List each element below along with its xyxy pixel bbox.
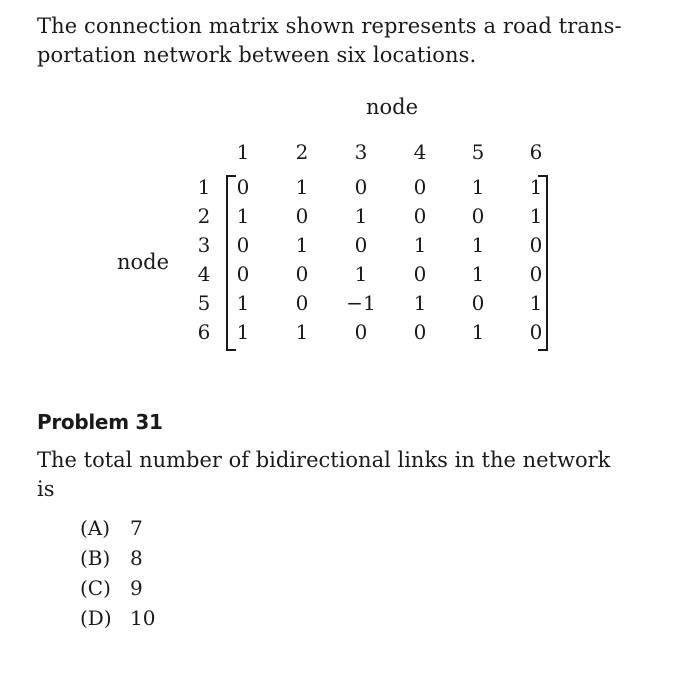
question-text (37, 446, 652, 504)
question-line-1: The total number of bidirectional links in the network (37, 448, 611, 472)
matrix-cell: 0 (529, 320, 543, 344)
matrix-cell: 1 (529, 175, 543, 199)
matrix-cell: 0 (295, 262, 309, 286)
matrix-cell: 1 (236, 320, 250, 344)
matrix-cell: 1 (236, 204, 250, 228)
connection-matrix (0, 95, 691, 375)
answer-options (80, 513, 155, 633)
option-value: 10 (130, 606, 156, 630)
intro-line-2: portation network between six locations. (37, 43, 477, 67)
matrix-cell: 1 (354, 262, 368, 286)
matrix-cell: 1 (471, 175, 485, 199)
option-a[interactable] (80, 513, 155, 543)
matrix-cell: 1 (295, 233, 309, 257)
matrix-cell: 0 (354, 320, 368, 344)
matrix-column-header: 3 (354, 140, 368, 164)
matrix-cell: 1 (471, 262, 485, 286)
matrix-cell: 1 (295, 320, 309, 344)
matrix-column-header: 5 (471, 140, 485, 164)
matrix-column-header: 6 (529, 140, 543, 164)
option-label: (D) (80, 606, 112, 630)
matrix-cell: 0 (413, 175, 427, 199)
matrix-cell: 0 (236, 233, 250, 257)
option-value: 8 (130, 546, 143, 570)
option-value: 7 (130, 516, 143, 540)
matrix-row-header: 1 (197, 175, 211, 199)
matrix-column-title: node (366, 95, 419, 119)
matrix-cell: 0 (413, 204, 427, 228)
matrix-cell: 1 (236, 291, 250, 315)
option-value: 9 (130, 576, 143, 600)
matrix-row-header: 6 (197, 320, 211, 344)
option-label: (B) (80, 546, 111, 570)
matrix-cell: 0 (529, 262, 543, 286)
matrix-cell: 1 (413, 233, 427, 257)
matrix-cell: 0 (471, 291, 485, 315)
matrix-row-title: node (117, 250, 170, 274)
option-c[interactable] (80, 573, 155, 603)
matrix-cell: 0 (471, 204, 485, 228)
matrix-row-header: 3 (197, 233, 211, 257)
question-line-2: is (37, 477, 55, 501)
matrix-cell: 1 (413, 291, 427, 315)
option-label: (A) (80, 516, 111, 540)
matrix-cell: 0 (413, 262, 427, 286)
matrix-column-header: 1 (236, 140, 250, 164)
matrix-cell: 0 (354, 233, 368, 257)
matrix-cell: 1 (471, 320, 485, 344)
matrix-cell: 0 (236, 262, 250, 286)
matrix-cell: 0 (529, 233, 543, 257)
matrix-cell: 0 (236, 175, 250, 199)
option-label: (C) (80, 576, 111, 600)
matrix-cell: 0 (295, 204, 309, 228)
matrix-cell: 1 (354, 204, 368, 228)
option-b[interactable] (80, 543, 155, 573)
intro-paragraph (37, 12, 647, 70)
matrix-column-header: 4 (413, 140, 427, 164)
option-d[interactable] (80, 603, 155, 633)
matrix-cell: 0 (413, 320, 427, 344)
matrix-row-header: 5 (197, 291, 211, 315)
matrix-column-header: 2 (295, 140, 309, 164)
intro-line-1: The connection matrix shown represents a road trans- (37, 14, 622, 38)
matrix-cell: 1 (295, 175, 309, 199)
matrix-row-header: 4 (197, 262, 211, 286)
matrix-cell: −1 (346, 291, 376, 315)
matrix-cell: 1 (471, 233, 485, 257)
matrix-cell: 1 (529, 291, 543, 315)
matrix-cell: 0 (295, 291, 309, 315)
problem-title: Problem 31 (37, 410, 163, 434)
matrix-cell: 0 (354, 175, 368, 199)
matrix-cell: 1 (529, 204, 543, 228)
matrix-row-header: 2 (197, 204, 211, 228)
